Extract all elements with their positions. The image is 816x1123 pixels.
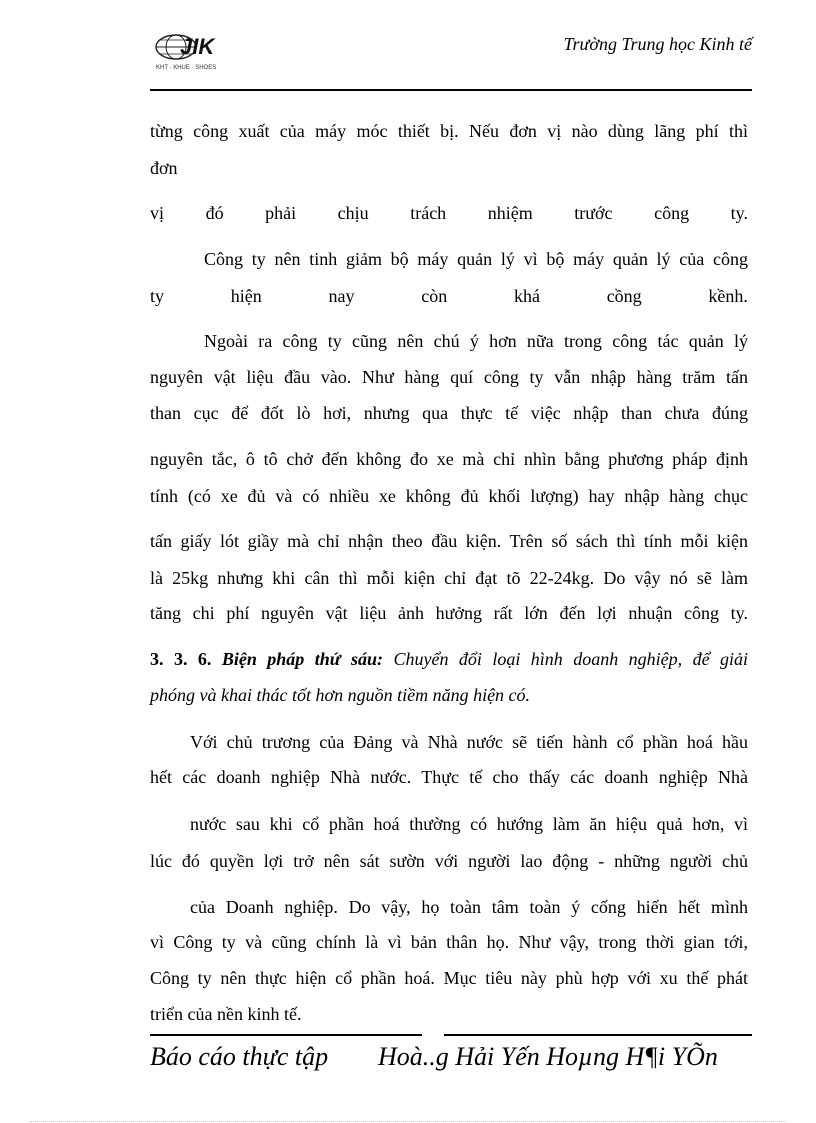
word: khá: [513, 286, 540, 306]
body-line-12: là 25kg nhưng khi cân thì mỗi kiện chỉ đạt tõ 22-24kg. Do vậy nó sẽ làm: [150, 568, 748, 588]
para-line-8: triển của nền kinh tế.: [150, 1004, 302, 1024]
body-line-5: [150, 285, 748, 307]
page-edge-dotted-line: [30, 1121, 786, 1122]
heading-title: Biện pháp thứ sáu:: [221, 649, 383, 669]
word: công: [654, 203, 690, 223]
word: cồng: [606, 286, 642, 306]
word: nhiệm: [487, 203, 533, 223]
footer-divider-left: [150, 1034, 422, 1036]
body-line-9: nguyên tắc, ô tô chở đến không đo xe mà chỉ nhìn bằng phương pháp định: [150, 449, 748, 469]
section-heading: [150, 648, 748, 670]
para-line-1: Với chủ trương của Đảng và Nhà nước sẽ tiến hành cổ phần hoá hầu: [190, 732, 748, 752]
word: hiện: [230, 286, 262, 306]
footer-divider-right: [444, 1034, 752, 1036]
heading-number: 3. 3. 6.: [150, 649, 212, 669]
word: phải: [265, 203, 297, 223]
word: trước: [574, 203, 613, 223]
body-line-6: Ngoài ra công ty cũng nên chú ý hơn nữa trong công tác quản lý: [204, 331, 748, 351]
heading-text: Chuyển đổi loại hình doanh nghiệp, để giải: [393, 649, 749, 669]
para-line-5: của Doanh nghiệp. Do vậy, họ toàn tâm toàn ý cống hiến hết mình: [190, 897, 748, 917]
header-divider: [150, 89, 752, 91]
body-line-11: tấn giấy lót giầy mà chỉ nhận theo đầu kiện. Trên số sách thì tính mỗi kiện: [150, 531, 748, 551]
para-line-7: Công ty nên thực hiện cổ phần hoá. Mục tiêu này phù hợp với xu thế phát: [150, 968, 748, 988]
footer-author: Hoà..g Hải Yến Hoµng H¶i YÕn: [378, 1042, 718, 1071]
body-line-10: tính (có xe đủ và có nhiều xe không đủ khối lượng) hay nhập hàng chục: [150, 486, 748, 506]
body-line-7: nguyên vật liệu đầu vào. Như hàng quí công ty vẫn nhập hàng trăm tấn: [150, 367, 748, 387]
logo-text: JIK: [180, 34, 215, 59]
body-line-4: Công ty nên tinh giảm bộ máy quản lý vì bộ máy quản lý của công: [204, 249, 748, 269]
word: chịu: [337, 203, 369, 223]
word: vị: [150, 203, 165, 223]
word: kềnh.: [708, 286, 748, 306]
body-line-3: [150, 202, 748, 224]
body-line-8: than cục để đốt lò hơi, nhưng qua thực tế việc nhập than chưa đúng: [150, 403, 748, 423]
logo-caption: KHT · KHUE · SHOES: [156, 65, 217, 71]
word: ty: [150, 286, 165, 306]
body-line-2: đơn: [150, 158, 178, 178]
word: còn: [421, 286, 448, 306]
word: trách: [410, 203, 447, 223]
word: nay: [328, 286, 355, 306]
school-name: Trường Trung học Kinh tế: [563, 34, 752, 54]
company-logo-icon: [150, 30, 228, 72]
word: đó: [205, 203, 224, 223]
section-heading-line-2: phóng và khai thác tốt hơn nguồn tiềm năng hiện có.: [150, 685, 531, 705]
para-line-4: lúc đó quyền lợi trở nên sát sườn với người lao động - những người chủ: [150, 851, 748, 871]
footer-report-label: Báo cáo thực tập: [150, 1042, 329, 1071]
para-line-6: vì Công ty và cũng chính là vì bản thân họ. Như vậy, trong thời gian tới,: [150, 932, 748, 952]
para-line-3: nước sau khi cổ phần hoá thường có hướng làm ăn hiệu quả hơn, vì: [190, 814, 748, 834]
word: ty.: [730, 203, 748, 223]
body-line-1: từng công xuất của máy móc thiết bị. Nếu đơn vị nào dùng lãng phí thì: [150, 121, 748, 141]
para-line-2: hết các doanh nghiệp Nhà nước. Thực tế cho thấy các doanh nghiệp Nhà: [150, 767, 748, 787]
body-line-13: tăng chi phí nguyên vật liệu ảnh hưởng rất lớn đến lợi nhuận công ty.: [150, 603, 748, 623]
